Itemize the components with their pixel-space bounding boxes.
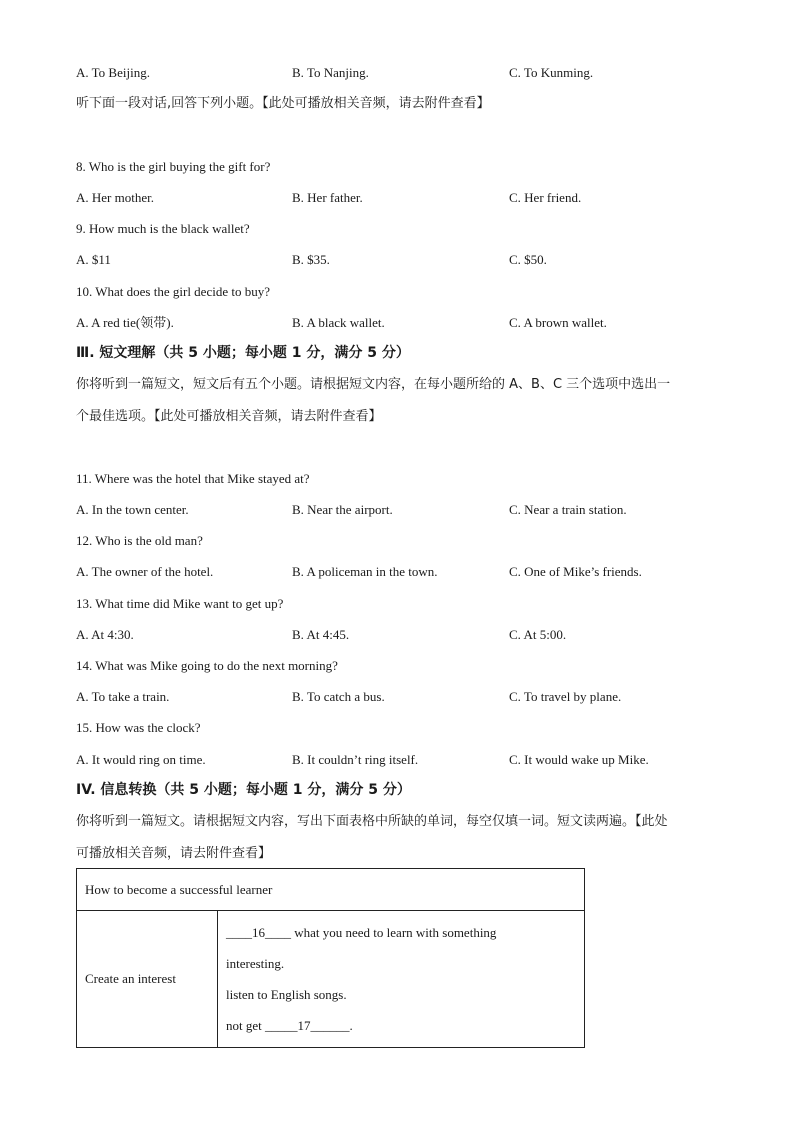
q12-option-b: B. A policeman in the town. xyxy=(292,564,438,579)
q11-option-c: C. Near a train station. xyxy=(509,502,627,517)
table-line-4-text: not get xyxy=(226,1018,265,1033)
q14-option-c: C. To travel by plane. xyxy=(509,689,622,704)
table-line-1-text: what you need to learn with something xyxy=(291,925,497,940)
q13-option-b: B. At 4:45. xyxy=(292,627,350,642)
question-9: 9. How much is the black wallet? xyxy=(76,221,250,236)
q15-option-a: A. It would ring on time. xyxy=(76,752,206,767)
blank-17: _____17______ xyxy=(265,1018,350,1033)
q13-option-a: A. At 4:30. xyxy=(76,627,134,642)
q9-option-c: C. $50. xyxy=(509,252,547,267)
q9-option-a: A. $11 xyxy=(76,252,111,267)
q7-option-b: B. To Nanjing. xyxy=(292,65,369,80)
q12-option-c: C. One of Mike’s friends. xyxy=(509,564,642,579)
info-table xyxy=(76,868,585,1048)
question-15: 15. How was the clock? xyxy=(76,720,201,735)
table-line-2: interesting. xyxy=(226,956,285,971)
q8-option-b: B. Her father. xyxy=(292,190,363,205)
q10-option-c: C. A brown wallet. xyxy=(509,315,607,330)
q13-option-c: C. At 5:00. xyxy=(509,627,567,642)
q10-option-a: A. A red tie(领带). xyxy=(76,315,174,330)
q11-option-b: B. Near the airport. xyxy=(292,502,393,517)
section-3-heading: Ⅲ. 短文理解（共 5 小题；每小题 1 分，满分 5 分） xyxy=(76,345,410,361)
question-8: 8. Who is the girl buying the gift for? xyxy=(76,159,271,174)
blank-16: ____16____ xyxy=(226,925,291,940)
table-row-label: Create an interest xyxy=(77,911,218,1048)
section-3-intro-line1: 你将听到一篇短文，短文后有五个小题。请根据短文内容，在每小题所给的 A、B、C 三个选项中选出一 xyxy=(76,377,671,392)
q7-option-a: A. To Beijing. xyxy=(76,65,150,80)
q15-option-b: B. It couldn’t ring itself. xyxy=(292,752,419,767)
question-12: 12. Who is the old man? xyxy=(76,533,203,548)
q14-option-b: B. To catch a bus. xyxy=(292,689,385,704)
q10-option-b: B. A black wallet. xyxy=(292,315,385,330)
dialog-intro: 听下面一段对话,回答下列小题。【此处可播放相关音频，请去附件查看】 xyxy=(76,96,490,111)
section-4-intro-line2: 可播放相关音频，请去附件查看】 xyxy=(76,846,272,861)
q15-option-c: C. It would wake up Mike. xyxy=(509,752,649,767)
question-11: 11. Where was the hotel that Mike stayed at? xyxy=(76,471,310,486)
q8-option-c: C. Her friend. xyxy=(509,190,582,205)
q8-option-a: A. Her mother. xyxy=(76,190,154,205)
q9-option-b: B. $35. xyxy=(292,252,330,267)
table-line-1 xyxy=(226,917,576,948)
question-14: 14. What was Mike going to do the next morning? xyxy=(76,658,338,673)
table-line-4-end: . xyxy=(349,1018,353,1033)
table-title: How to become a successful learner xyxy=(77,869,585,911)
section-3-intro-line2: 个最佳选项。【此处可播放相关音频，请去附件查看】 xyxy=(76,409,382,424)
table-row-content xyxy=(218,911,585,1048)
section-4-heading: IV. 信息转换（共 5 小题；每小题 1 分，满分 5 分） xyxy=(76,782,411,798)
table-line-4 xyxy=(226,1010,576,1041)
q14-option-a: A. To take a train. xyxy=(76,689,170,704)
q7-option-c: C. To Kunming. xyxy=(509,65,594,80)
table-line-3: listen to English songs. xyxy=(226,987,347,1002)
table-title-row xyxy=(77,869,585,911)
section-4-intro-line1: 你将听到一篇短文。请根据短文内容，写出下面表格中所缺的单词，每空仅填一词。短文读两遍。【此处 xyxy=(76,814,668,829)
table-row xyxy=(77,911,585,1048)
question-10: 10. What does the girl decide to buy? xyxy=(76,284,270,299)
q12-option-a: A. The owner of the hotel. xyxy=(76,564,214,579)
question-13: 13. What time did Mike want to get up? xyxy=(76,596,284,611)
q11-option-a: A. In the town center. xyxy=(76,502,189,517)
